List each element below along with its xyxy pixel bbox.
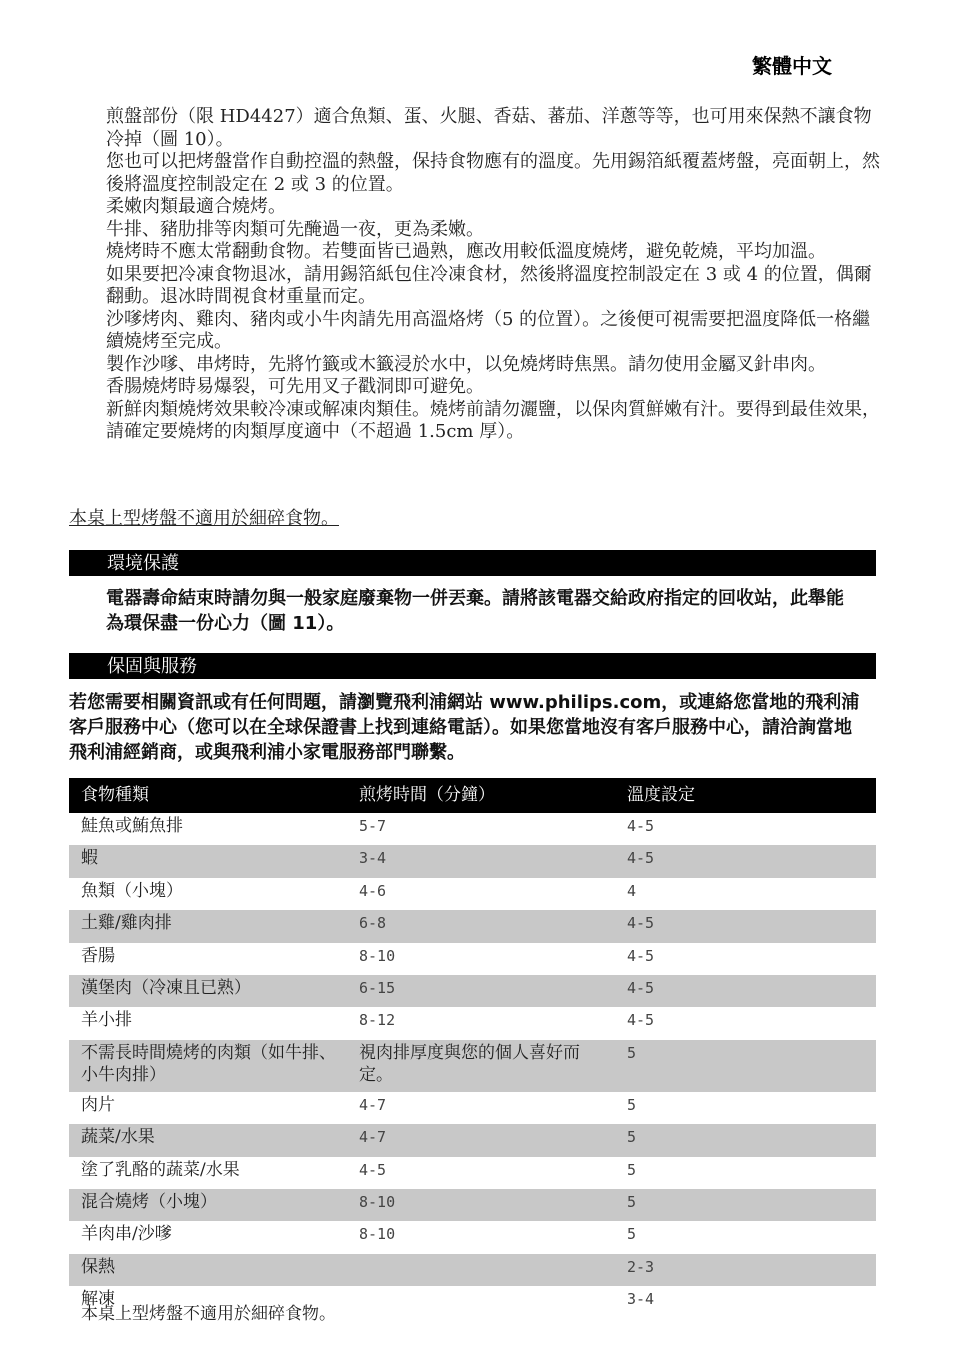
temperature-cell: 4-5: [627, 946, 655, 965]
time-cell: 4-7: [347, 1124, 615, 1156]
temperature-cell: 5: [615, 1189, 876, 1221]
food-cell: 羊肉串/沙嗲: [81, 1224, 172, 1245]
note-not-for-small-food-bottom: 本桌上型烤盤不適用於細碎食物。: [81, 1304, 336, 1324]
time-cell: 8-10: [347, 1189, 615, 1221]
tip-text: 柔嫩肉類最適合燒烤。: [106, 196, 286, 217]
table-row: [69, 1092, 876, 1124]
column-header-food: 食物種類: [69, 778, 347, 813]
temperature-cell: 5: [627, 1160, 637, 1179]
column-header-time: 煎烤時間（分鐘）: [347, 778, 615, 813]
language-label: 繁體中文: [752, 54, 832, 78]
time-cell: [347, 1254, 615, 1286]
table-row: [69, 813, 876, 845]
section-title-environment: 環境保護: [69, 550, 876, 576]
tip-text: 製作沙嗲、串烤時，先將竹籤或木籤浸於水中，以免燒烤時焦黑。請勿使用金屬叉針串肉。: [106, 353, 826, 375]
tip-text: 沙嗲烤肉、雞肉、豬肉或小牛肉請先用高溫烙烤（5 的位置）。之後便可視需要把溫度降低一格繼續燒烤至完成。: [106, 308, 871, 352]
food-cell: 鮭魚或鮪魚排: [81, 816, 183, 836]
temperature-cell: 5: [627, 1095, 637, 1114]
temperature-cell: 4-5: [627, 1011, 655, 1030]
food-cell: 肉片: [81, 1094, 115, 1115]
time-cell: 8-12: [359, 1011, 396, 1030]
food-cell: 不需長時間燒烤的肉類（如牛排、小牛肉排）: [69, 1040, 347, 1092]
section-title-warranty: 保固與服務: [69, 653, 876, 679]
food-cell: 漢堡肉（冷凍且已熟）: [69, 975, 347, 1007]
time-cell: [347, 1286, 615, 1318]
food-cell: 羊小排: [81, 1010, 132, 1031]
tip-text: 牛排、豬肋排等肉類可先醃過一夜，更為柔嫩。: [106, 218, 484, 240]
time-cell: 5-7: [359, 817, 387, 835]
temperature-cell: 5: [615, 1124, 876, 1156]
tip-text: 香腸燒烤時易爆裂，可先用叉子戳洞即可避免。: [106, 376, 484, 397]
table-row: [69, 1007, 876, 1039]
table-row: [69, 845, 876, 877]
warranty-text: 若您需要相關資訊或有任何問題，請瀏覽飛利浦網站 www.philips.com，或連絡您當地的飛利浦客戶服務中心（您可以在全球保證書上找到連絡電話）。如果您當地沒有客戶服務中心，請洽詢當地飛利浦經銷商，或與飛利浦小家電服務部門聯繫。: [69, 692, 860, 763]
time-cell: 3-4: [347, 845, 615, 877]
temperature-cell: 4-5: [615, 910, 876, 942]
temperature-cell: 4-5: [615, 975, 876, 1007]
table-header-row: [69, 778, 876, 813]
food-cell: 蔬菜/水果: [69, 1124, 347, 1156]
time-cell: 4-7: [359, 1095, 387, 1114]
food-cell: 混合燒烤（小塊）: [69, 1189, 347, 1221]
table-row: [69, 943, 876, 975]
table-row: [69, 878, 876, 910]
table-row: [69, 1254, 876, 1286]
tip-text: 煎盤部份（限 HD4427）適合魚類、蛋、火腿、香菇、蕃茄、洋蔥等等，也可用來保熱不讓食物冷掉（圖 10）。: [106, 106, 872, 150]
grilling-tips: [106, 106, 886, 444]
food-cell: 保熱: [69, 1254, 347, 1286]
temperature-cell: 4-5: [615, 845, 876, 877]
tip-text: 新鮮肉類燒烤效果較冷凍或解凍肉類佳。燒烤前請勿灑鹽，以保肉質鮮嫩有汁。要得到最佳效果，請確定要燒烤的肉類厚度適中（不超過 1.5cm 厚）。: [106, 398, 880, 442]
tip-text: 燒烤時不應太常翻動食物。若雙面皆已過熟，應改用較低溫度燒烤，避免乾燒，平均加溫。: [106, 241, 826, 262]
time-cell: 8-10: [359, 946, 396, 965]
time-cell: 4-6: [359, 881, 387, 900]
food-cell: 解凍: [81, 1289, 115, 1310]
temperature-cell: 4: [627, 881, 637, 900]
table-row: [69, 975, 876, 1007]
food-cell: 魚類（小塊）: [81, 880, 183, 901]
time-cell: 視肉排厚度與您的個人喜好而定。: [347, 1040, 615, 1092]
time-cell: 8-10: [359, 1225, 396, 1244]
table-row: [69, 910, 876, 942]
note-not-for-small-food: 本桌上型烤盤不適用於細碎食物。: [69, 508, 339, 529]
time-cell: 4-5: [359, 1160, 387, 1179]
table-row: [69, 1157, 876, 1189]
food-cell: 蝦: [69, 845, 347, 877]
table-row: [69, 1040, 876, 1092]
table-row: [69, 1124, 876, 1156]
time-cell: 6-15: [347, 975, 615, 1007]
table-row: [69, 1189, 876, 1221]
food-cell: 土雞/雞肉排: [69, 910, 347, 942]
temperature-cell: 3-4: [627, 1290, 655, 1309]
table-row: [69, 1221, 876, 1253]
column-header-temperature: 溫度設定: [615, 778, 876, 813]
environment-text: 電器壽命結束時請勿與一般家庭廢棄物一併丟棄。請將該電器交給政府指定的回收站，此舉能為環保盡一份心力（圖 11）。: [106, 588, 844, 634]
temperature-cell: 5: [627, 1225, 637, 1244]
tip-text: 您也可以把烤盤當作自動控溫的熱盤，保持食物應有的溫度。先用錫箔紙覆蓋烤盤，亮面朝上，然後將溫度控制設定在 2 或 3 的位置。: [106, 151, 880, 195]
grilling-table: [69, 778, 876, 1318]
temperature-cell: 5: [615, 1040, 876, 1092]
tip-text: 如果要把冷凍食物退冰，請用錫箔紙包住冷凍食材，然後將溫度控制設定在 3 或 4 的位置，偶爾翻動。退冰時間視食材重量而定。: [106, 263, 872, 307]
food-cell: 香腸: [81, 945, 115, 966]
temperature-cell: 4-5: [627, 817, 655, 835]
temperature-cell: 2-3: [615, 1254, 876, 1286]
food-cell: 塗了乳酪的蔬菜/水果: [81, 1159, 240, 1180]
time-cell: 6-8: [347, 910, 615, 942]
